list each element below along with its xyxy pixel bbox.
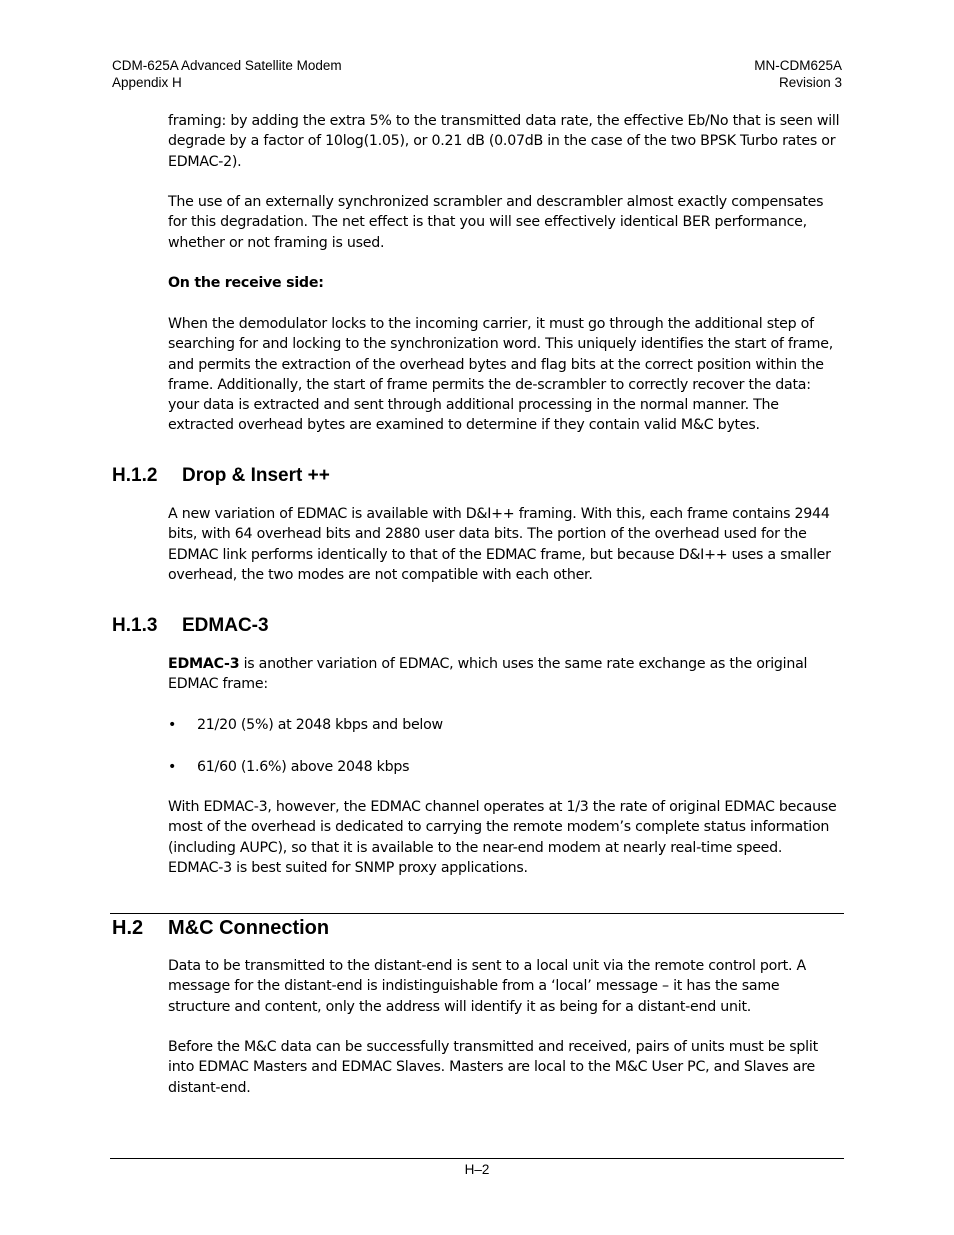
h2-paragraph-2: [168, 1037, 840, 1098]
section-number: H.1.3: [112, 615, 158, 636]
bullet-icon: •: [168, 717, 177, 733]
intro-paragraph-2: [168, 192, 840, 253]
section-heading-h2: [112, 916, 329, 940]
bullet-item-2: [168, 757, 840, 777]
footer-rule: [110, 1158, 844, 1159]
running-header-right: [754, 57, 842, 91]
bullet-item-1: [168, 715, 840, 735]
revision-label: Revision 3: [778, 75, 842, 90]
section-divider: [110, 913, 844, 914]
edmac3-term: EDMAC-3: [168, 656, 240, 672]
appendix-label: Appendix H: [112, 75, 182, 90]
h13-paragraph-1: [168, 654, 840, 695]
running-header-left: [112, 57, 342, 91]
document-title: CDM-625A Advanced Satellite Modem: [112, 58, 342, 73]
section-heading-h12: [112, 465, 330, 487]
section-number: H.2: [112, 917, 144, 939]
section-number: H.1.2: [112, 465, 158, 486]
section-title: Drop & Insert ++: [182, 465, 330, 486]
paragraph-text: Before the M&C data can be successfully transmitted and received, pairs of units must be split into EDMAC Masters and EDMAC Slaves. Masters are local to the M&C User PC, and Slaves are distant-end.: [168, 1039, 818, 1096]
paragraph-text: With EDMAC-3, however, the EDMAC channel operates at 1/3 the rate of original EDMAC because most of the overhead is dedicated to carrying the remote modem’s complete status information (including AUPC), so that it is available to the near-end modem at nearly real-time speed. EDMAC-3 is best suited for SNMP proxy applications.: [168, 799, 837, 876]
paragraph-text: A new variation of EDMAC is available with D&I++ framing. With this, each frame contains 2944 bits, with 64 overhead bits and 2880 user data bits. The portion of the overhead used for the EDMAC link performs identically to that of the EDMAC frame, but because D&I++ uses a smaller overhead, the two modes are not compatible with each other.: [168, 506, 831, 583]
paragraph-text: Data to be transmitted to the distant-end is sent to a local unit via the remote control port. A message for the distant-end is indistinguishable from a ‘local’ message – it has the same structure and content, only the address will identify it as being for a distant-end unit.: [168, 958, 806, 1015]
paragraph-text: is another variation of EDMAC, which uses the same rate exchange as the original EDMAC frame:: [168, 656, 808, 693]
bullet-text: 61/60 (1.6%) above 2048 kbps: [197, 759, 410, 775]
manual-number: MN-CDM625A: [754, 58, 842, 73]
intro-paragraph-1: [168, 111, 840, 172]
paragraph-text: When the demodulator locks to the incoming carrier, it must go through the additional step of searching for and locking to the synchronization word. This uniquely identifies the start of frame, and permits the extraction of the overhead bytes and flag bits at the correct position within the frame. Additionally, the start of frame permits the de-scrambler to correctly recover the data: your data is extracted and sent through additional processing in the normal manner. The extracted overhead bytes are examined to determine if they contain valid M&C bytes.: [168, 316, 833, 434]
intro-paragraph-3: [168, 314, 840, 436]
paragraph-text: framing: by adding the extra 5% to the transmitted data rate, the effective Eb/No that is seen will degrade by a factor of 10log(1.05), or 0.21 dB (0.07dB in the case of the two BPSK Turbo rates or EDMAC-2).: [168, 113, 840, 170]
h13-paragraph-2: [168, 797, 840, 878]
h12-paragraph-1: [168, 504, 840, 585]
paragraph-text: The use of an externally synchronized scrambler and descrambler almost exactly compensates for this degradation. The net effect is that you will see effectively identical BER performance, whether or not framing is used.: [168, 194, 824, 251]
section-title: M&C Connection: [168, 917, 330, 939]
receive-side-heading: On the receive side:: [168, 275, 324, 291]
section-title: EDMAC-3: [182, 615, 269, 636]
section-heading-h13: [112, 615, 269, 637]
bullet-text: 21/20 (5%) at 2048 kbps and below: [197, 717, 443, 733]
bullet-icon: •: [168, 759, 177, 775]
page-number: H–2: [464, 1162, 490, 1177]
h2-paragraph-1: [168, 956, 840, 1017]
